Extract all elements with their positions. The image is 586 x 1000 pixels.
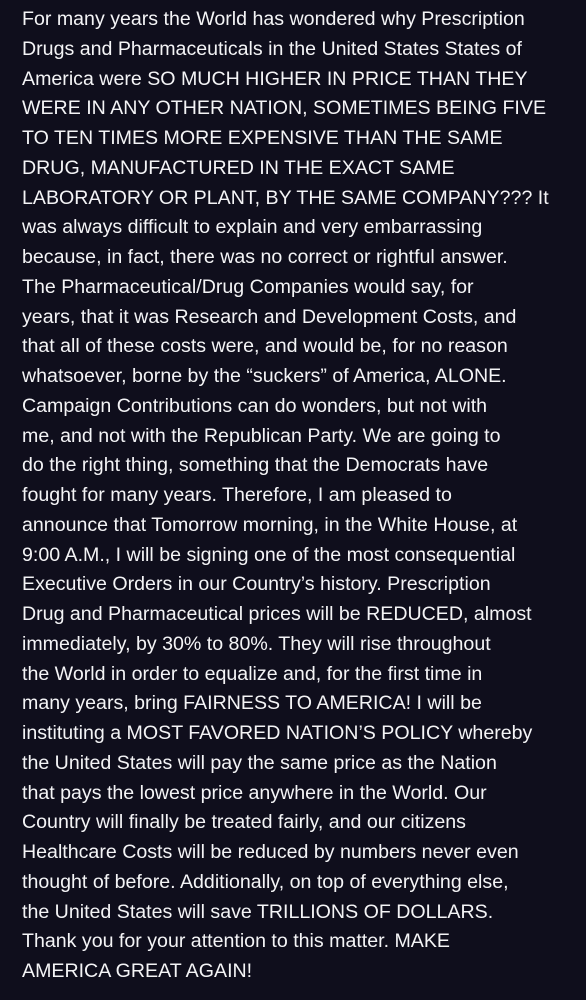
post-text-line: America were SO MUCH HIGHER IN PRICE THAN THEY (22, 67, 528, 90)
post-text-line: thought of before. Additionally, on top of everything else, (22, 870, 509, 893)
post-text-line: Drug and Pharmaceutical prices will be REDUCED, almost (22, 603, 532, 625)
post-text-line: that pays the lowest price anywhere in the World. Our (22, 781, 487, 804)
post-text-line: Healthcare Costs will be reduced by numbers never even (22, 841, 519, 863)
post-text-line: The Pharmaceutical/Drug Companies would say, for (22, 275, 474, 298)
post-text-line: Campaign Contributions can do wonders, but not with (22, 394, 488, 417)
post-text-line: TO TEN TIMES MORE EXPENSIVE THAN THE SAME (22, 127, 503, 149)
post-text-line: LABORATORY OR PLANT, BY THE SAME COMPANY??? It (22, 186, 549, 209)
post-text-line: immediately, by 30% to 80%. They will rise throughout (22, 632, 491, 655)
post-text-line: do the right thing, something that the Democrats have (22, 454, 489, 477)
post-text-line: because, in fact, there was no correct or rightful answer. (22, 246, 508, 268)
post-text-line: the World in order to equalize and, for the first time in (22, 662, 483, 685)
post-text-line: 9:00 A.M., I will be signing one of the most consequential (22, 543, 516, 566)
post-text-line: the United States will pay the same price as the Nation (22, 751, 497, 774)
post-text-line: instituting a MOST FAVORED NATION’S POLICY whereby (22, 722, 533, 744)
post-text-line: announce that Tomorrow morning, in the White House, at (22, 513, 518, 536)
post-text-line: many years, bring FAIRNESS TO AMERICA! I will be (22, 692, 482, 715)
post-text-line: DRUG, MANUFACTURED IN THE EXACT SAME (22, 156, 455, 179)
post-text-line: the United States will save TRILLIONS OF DOLLARS. (22, 900, 494, 923)
post-text-line: WERE IN ANY OTHER NATION, SOMETIMES BEING FIVE (22, 97, 547, 120)
post-text-line: whatsoever, borne by the “suckers” of America, ALONE. (22, 365, 507, 387)
post-text-line: For many years the World has wondered why Prescription (22, 8, 525, 30)
post-text-line: Thank you for your attention to this matter. MAKE (22, 930, 451, 953)
post-text-line: me, and not with the Republican Party. We are going to (22, 424, 501, 447)
post-text-line: years, that it was Research and Development Costs, and (22, 305, 517, 328)
post-text-line: fought for many years. Therefore, I am pleased to (22, 484, 452, 506)
post-text-line: Executive Orders in our Country’s history. Prescription (22, 573, 491, 596)
post-text-line: was always difficult to explain and very embarrassing (22, 216, 483, 239)
post-text-line: AMERICA GREAT AGAIN! (22, 960, 253, 982)
post-text-line: that all of these costs were, and would be, for no reason (22, 335, 508, 358)
post-text-line: Drugs and Pharmaceuticals in the United States States of (22, 37, 522, 60)
post-text-line: Country will finally be treated fairly, and our citizens (22, 811, 466, 834)
